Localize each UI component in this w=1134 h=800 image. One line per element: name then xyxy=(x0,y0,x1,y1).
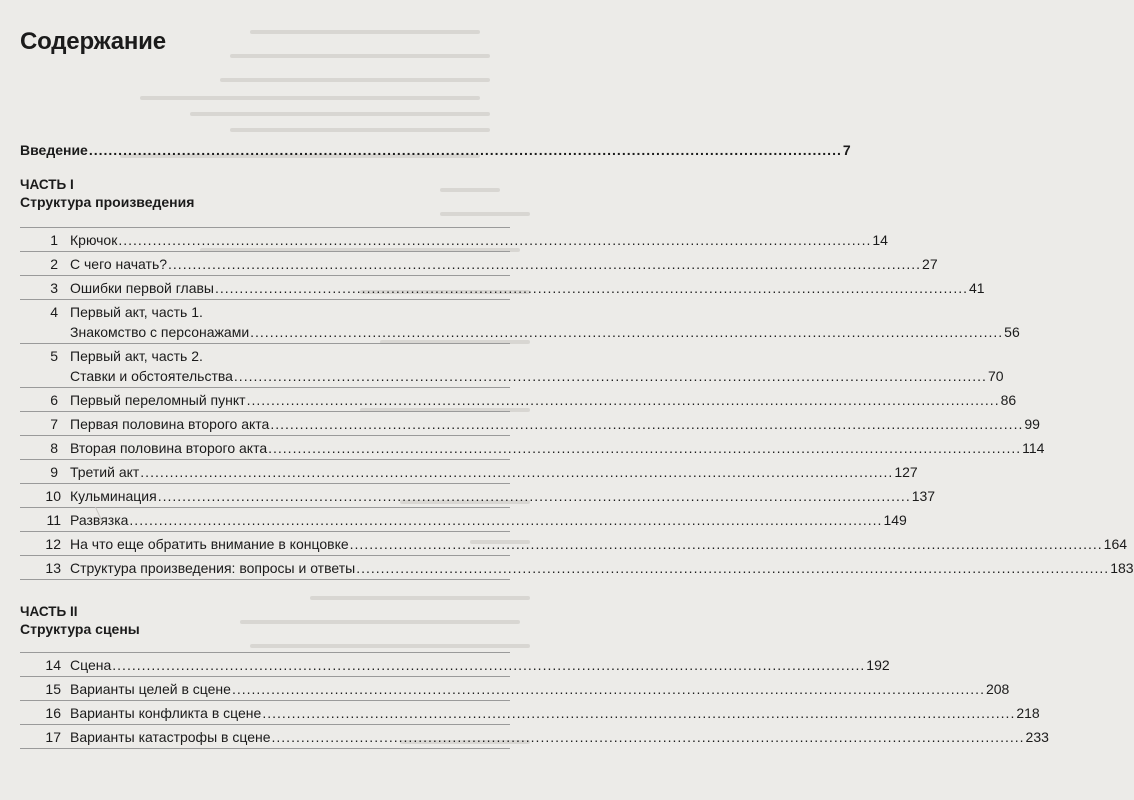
chapter-number: 4 xyxy=(50,303,58,320)
chapter-title-cell xyxy=(70,254,938,274)
chapter-title: Структура произведения: вопросы и ответы xyxy=(70,559,356,576)
toc-entry[interactable] xyxy=(20,677,1010,701)
chapter-number: 16 xyxy=(45,704,61,721)
page-number: 127 xyxy=(894,463,918,480)
page-number: 183 xyxy=(1110,559,1134,576)
page-number: 114 xyxy=(1022,439,1045,456)
dot-leader xyxy=(262,703,1015,723)
chapter-title: Вторая половина второго акта xyxy=(70,439,268,456)
chapter-title-cell xyxy=(70,534,1127,554)
chapter-number: 11 xyxy=(46,511,61,528)
chapter-title-line xyxy=(70,462,918,482)
page-number: 56 xyxy=(1004,323,1020,340)
entry-label: Введение xyxy=(20,142,88,158)
chapter-title-cell xyxy=(70,655,890,675)
dot-leader xyxy=(247,390,1000,410)
chapter-title-cell xyxy=(70,278,985,298)
chapter-title-line xyxy=(70,278,985,298)
chapter-title-cell xyxy=(70,703,1040,723)
chapter-title-cell xyxy=(70,414,1040,434)
chapter-number: 10 xyxy=(45,487,61,504)
toc-entry[interactable] xyxy=(20,412,1040,436)
dot-leader xyxy=(270,414,1023,434)
toc-entry[interactable] xyxy=(20,300,1020,344)
chapter-title: Развязка xyxy=(70,511,129,528)
chapter-title-line xyxy=(70,558,1134,578)
chapter-title: Крючок xyxy=(70,231,118,248)
page-number: 164 xyxy=(1103,535,1128,552)
part-subtitle: Структура сцены xyxy=(20,621,140,637)
chapter-title: Кульминация xyxy=(70,487,157,504)
page-number: 137 xyxy=(911,487,936,504)
chapter-number: 6 xyxy=(50,391,58,408)
chapter-number: 15 xyxy=(45,680,61,697)
chapter-title: Ошибки первой главы xyxy=(70,279,214,296)
chapter-title-line xyxy=(70,679,1009,699)
toc-entry[interactable] xyxy=(20,276,985,300)
page-number: 233 xyxy=(1025,728,1049,745)
chapter-number: 8 xyxy=(50,439,58,456)
dot-leader xyxy=(158,486,911,506)
part-subtitle: Структура произведения xyxy=(20,194,195,210)
chapter-title-cell xyxy=(70,558,1134,578)
page-number: 86 xyxy=(1000,391,1017,408)
chapter-title: Первая половина второго акта xyxy=(70,415,270,432)
chapter-title: На что еще обратить внимание в концовке xyxy=(70,535,349,552)
chapter-list xyxy=(20,652,1049,749)
chapter-number: 14 xyxy=(45,656,61,673)
chapter-title-cell xyxy=(70,390,1016,410)
page-number: 7 xyxy=(842,142,851,158)
toc-entry[interactable] xyxy=(20,508,907,532)
chapter-title-cell xyxy=(70,486,935,506)
chapter-title-cell xyxy=(70,346,1004,386)
page-number: 14 xyxy=(872,231,888,248)
chapter-title-cell xyxy=(70,230,888,250)
chapter-title-line xyxy=(70,703,1040,723)
page-number: 99 xyxy=(1024,415,1040,432)
chapter-title-line xyxy=(70,390,1016,410)
dot-leader xyxy=(168,254,921,274)
chapter-number: 1 xyxy=(50,231,58,248)
chapter-title-line xyxy=(70,366,1004,386)
toc-entry-introduction[interactable] xyxy=(20,142,851,158)
chapter-list xyxy=(20,227,1134,580)
chapter-title: Сцена xyxy=(70,656,112,673)
chapter-title: Ставки и обстоятельства xyxy=(70,367,233,384)
dot-leader xyxy=(250,322,1003,342)
dot-leader xyxy=(272,727,1025,747)
chapter-title-cell xyxy=(70,438,1044,458)
chapter-title: Первый акт, часть 1. xyxy=(70,303,203,320)
toc-entry[interactable] xyxy=(20,532,1128,556)
chapter-number: 3 xyxy=(50,279,58,296)
page-number: 218 xyxy=(1016,704,1040,721)
page-number: 192 xyxy=(866,656,890,673)
dot-leader xyxy=(140,462,893,482)
chapter-title-line xyxy=(70,414,1040,434)
toc-entry[interactable] xyxy=(20,388,1017,412)
chapter-title: Третий акт xyxy=(70,463,140,480)
toc-entry[interactable] xyxy=(20,484,936,508)
page-number: 70 xyxy=(987,367,1004,384)
toc-entry[interactable] xyxy=(20,344,1004,388)
chapter-title-cell xyxy=(70,462,918,482)
chapter-title-line xyxy=(70,510,907,530)
part-heading: ЧАСТЬ I xyxy=(20,177,74,192)
dot-leader xyxy=(232,679,985,699)
chapter-title-cell xyxy=(70,679,1009,699)
dot-leader xyxy=(89,142,842,158)
toc-entry[interactable] xyxy=(20,460,918,484)
page-number: 208 xyxy=(985,680,1010,697)
chapter-number: 9 xyxy=(50,463,58,480)
chapter-number: 13 xyxy=(45,559,61,576)
toc-entry[interactable] xyxy=(20,556,1134,580)
chapter-title-cell xyxy=(70,727,1049,747)
toc-entry[interactable] xyxy=(20,228,888,252)
chapter-title-line xyxy=(70,534,1127,554)
dot-leader xyxy=(268,438,1021,458)
chapter-title-line xyxy=(70,302,1020,322)
chapter-title-line xyxy=(70,438,1044,458)
dot-leader xyxy=(215,278,968,298)
page-number: 41 xyxy=(969,279,985,296)
chapter-title-line xyxy=(70,346,1004,366)
chapter-title-line xyxy=(70,230,888,250)
dot-leader xyxy=(118,230,871,250)
page-number: 27 xyxy=(922,255,938,272)
chapter-title: Варианты целей в сцене xyxy=(70,680,231,697)
toc-entry[interactable] xyxy=(20,701,1040,725)
chapter-title-line xyxy=(70,254,938,274)
dot-leader xyxy=(129,510,882,530)
chapter-number: 2 xyxy=(50,255,58,272)
chapter-title-cell xyxy=(70,302,1020,342)
part-heading: ЧАСТЬ II xyxy=(20,604,78,619)
dot-leader xyxy=(112,655,865,675)
chapter-number: 12 xyxy=(45,535,61,552)
dot-leader xyxy=(350,534,1103,554)
chapter-title: С чего начать? xyxy=(70,255,168,272)
dot-leader xyxy=(356,558,1109,578)
chapter-title-line xyxy=(70,322,1020,342)
chapter-number: 5 xyxy=(50,347,58,364)
toc-entry[interactable] xyxy=(20,252,938,276)
chapter-title-line xyxy=(70,486,935,506)
chapter-title: Варианты конфликта в сцене xyxy=(70,704,262,721)
chapter-title-line xyxy=(70,727,1049,747)
toc-entry[interactable] xyxy=(20,436,1045,460)
chapter-title: Первый акт, часть 2. xyxy=(70,347,203,364)
chapter-title: Знакомство с персонажами xyxy=(70,323,250,340)
chapter-title: Первый переломный пункт xyxy=(70,391,246,408)
chapter-title-line xyxy=(70,655,890,675)
chapter-number: 7 xyxy=(50,415,58,432)
chapter-title: Варианты катастрофы в сцене xyxy=(70,728,271,745)
page-title: Содержание xyxy=(20,28,166,55)
chapter-title-cell xyxy=(70,510,907,530)
toc-entry[interactable] xyxy=(20,725,1049,749)
dot-leader xyxy=(234,366,987,386)
page-number: 149 xyxy=(883,511,907,528)
toc-entry[interactable] xyxy=(20,653,890,677)
chapter-number: 17 xyxy=(45,728,61,745)
